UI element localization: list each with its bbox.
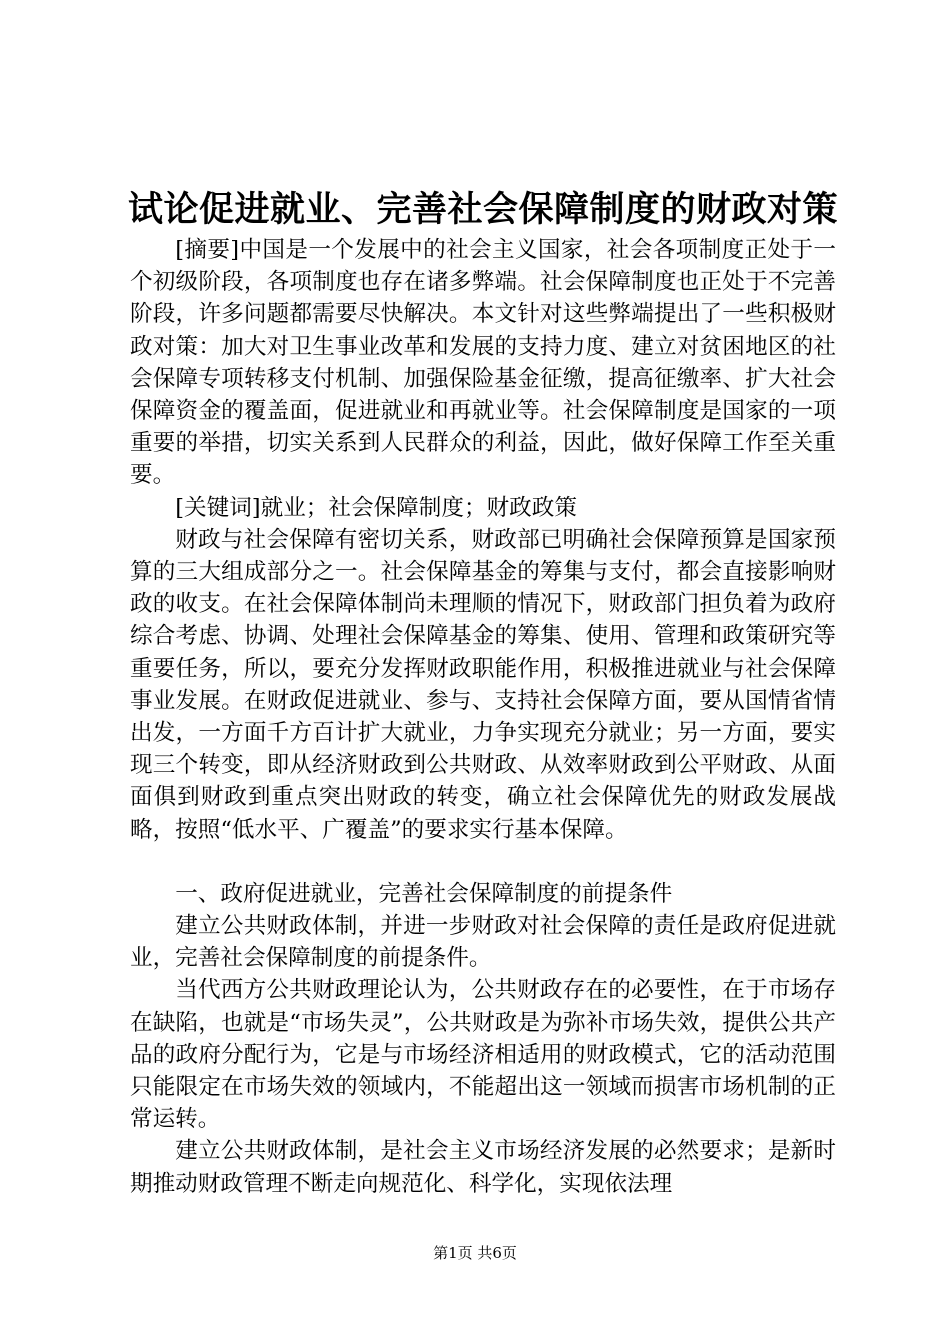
section-heading: 一、政府促进就业，完善社会保障制度的前提条件 <box>175 880 673 907</box>
document-title: 试论促进就业、完善社会保障制度的财政对策 <box>128 190 839 230</box>
page-footer: 第1页 共6页 <box>433 1244 517 1262</box>
section-paragraph-3: 建立公共财政体制，是社会主义市场经济发展的必然要求；是新时期推动财政管理不断走向规范化、科学化，实现依法理 <box>130 1138 836 1197</box>
document-body <box>130 234 836 1200</box>
keywords-paragraph: [关键词]就业；社会保障制度；财政政策 <box>175 494 577 521</box>
section-paragraph-1: 建立公共财政体制，并进一步财政对社会保障的责任是政府促进就业，完善社会保障制度的前提条件。 <box>130 913 836 972</box>
abstract-paragraph: [摘要]中国是一个发展中的社会主义国家，社会各项制度正处于一个初级阶段，各项制度也存在诸多弊端。社会保障制度也正处于不完善阶段，许多问题都需要尽快解决。本文针对这些弊端提出了一些积极财政对策：加大对卫生事业改革和发展的支持力度、建立对贫困地区的社会保障专项转移支付机制、加强保险基金征缴，提高征缴率、扩大社会保障资金的覆盖面，促进就业和再就业等。社会保障制度是国家的一项重要的举措，切实关系到人民群众的利益，因此，做好保障工作至关重要。 <box>130 237 836 489</box>
intro-paragraph: 财政与社会保障有密切关系，财政部已明确社会保障预算是国家预算的三大组成部分之一。社会保障基金的筹集与支付，都会直接影响财政的收支。在社会保障体制尚未理顺的情况下，财政部门担负着为政府综合考虑、协调、处理社会保障基金的筹集、使用、管理和政策研究等重要任务，所以，要充分发挥财政职能作用，积极推进就业与社会保障事业发展。在财政促进就业、参与、支持社会保障方面，要从国情省情出发，一方面千方百计扩大就业，力争实现充分就业；另一方面，要实现三个转变，即从经济财政到公共财政、从效率财政到公平财政、从面面俱到财政到重点突出财政的转变，确立社会保障优先的财政发展战略，按照“低水平、广覆盖”的要求实行基本保障。 <box>130 526 836 843</box>
section-paragraph-2: 当代西方公共财政理论认为，公共财政存在的必要性，在于市场存在缺陷，也就是“市场失灵”，公共财政是为弥补市场失效，提供公共产品的政府分配行为，它是与市场经济相适用的财政模式，它的活动范围只能限定在市场失效的领域内，不能超出这一领域而损害市场机制的正常运转。 <box>130 977 836 1133</box>
